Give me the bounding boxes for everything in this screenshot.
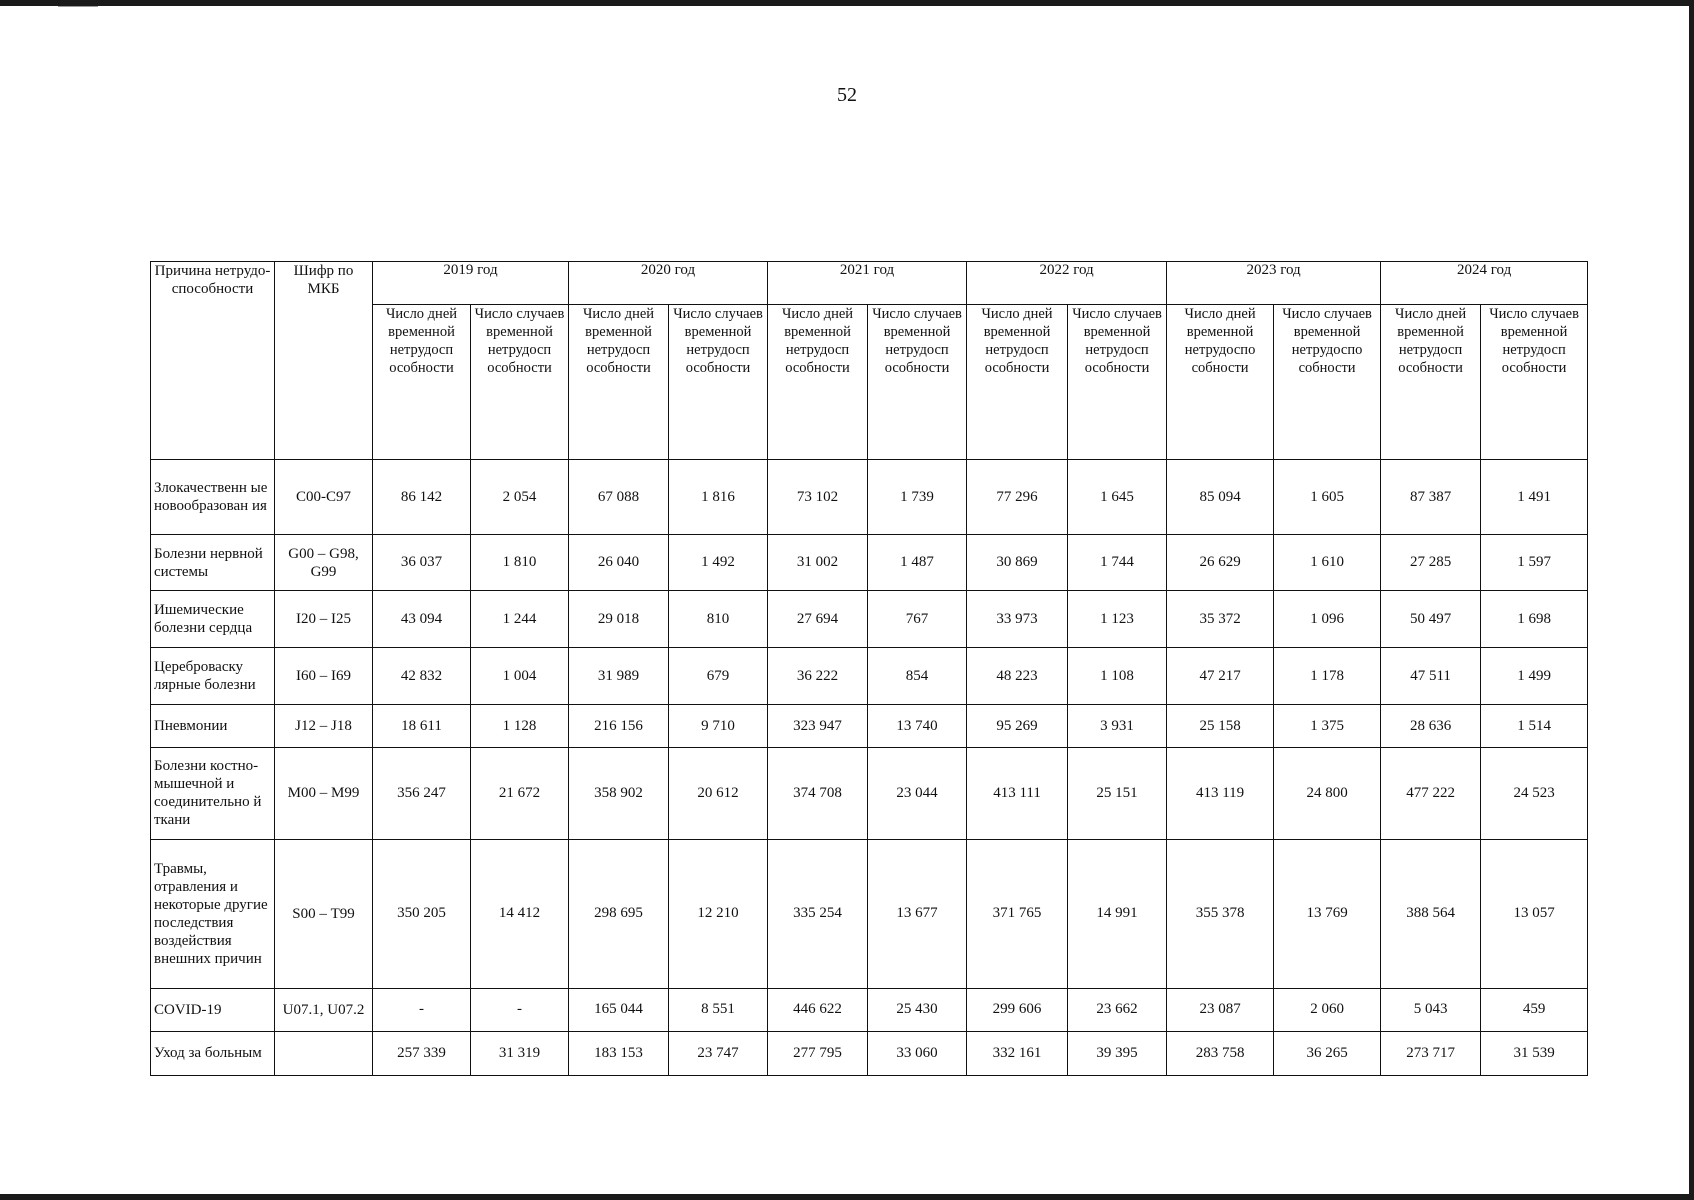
table-row [151,535,1588,591]
cases-value-cell: 31 539 [1481,1031,1588,1075]
header-cases-2022: Число случаев временной нетрудосп особности [1068,305,1167,460]
days-value-cell: 27 285 [1381,535,1481,591]
days-value-cell: 30 869 [967,535,1068,591]
days-value-cell: 358 902 [569,748,669,839]
cases-value-cell: 9 710 [669,705,768,748]
header-days-2023: Число дней временной нетрудоспо собности [1167,305,1274,460]
days-value-cell: 47 217 [1167,648,1274,705]
scan-border-right [1689,0,1694,1200]
cases-value-cell: 1 244 [471,591,569,648]
table-row [151,839,1588,988]
header-days-2022: Число дней временной нетрудосп особности [967,305,1068,460]
table-row [151,648,1588,705]
icd-code-cell: I60 – I69 [275,648,373,705]
cases-value-cell: 14 991 [1068,839,1167,988]
scan-border-top [0,0,1694,6]
cases-value-cell: 1 123 [1068,591,1167,648]
cases-value-cell: 13 740 [868,705,967,748]
days-value-cell: 47 511 [1381,648,1481,705]
days-value-cell: 23 087 [1167,988,1274,1031]
days-value-cell: 477 222 [1381,748,1481,839]
table-row [151,748,1588,839]
cases-value-cell: 23 662 [1068,988,1167,1031]
cases-value-cell: 12 210 [669,839,768,988]
cases-value-cell: 1 816 [669,460,768,535]
cause-cell: Ишемические болезни сердца [151,591,275,648]
cases-value-cell: 1 645 [1068,460,1167,535]
header-days-2021: Число дней временной нетрудосп особности [768,305,868,460]
cases-value-cell: 1 597 [1481,535,1588,591]
days-value-cell: 374 708 [768,748,868,839]
days-value-cell: 36 037 [373,535,471,591]
days-value-cell: - [373,988,471,1031]
days-value-cell: 50 497 [1381,591,1481,648]
days-value-cell: 371 765 [967,839,1068,988]
cause-cell: Болезни нервной системы [151,535,275,591]
cases-value-cell: 767 [868,591,967,648]
cause-cell: COVID-19 [151,988,275,1031]
header-year-2024: 2024 год [1381,262,1588,305]
cause-cell: Цереброваску лярные болезни [151,648,275,705]
cases-value-cell: 25 151 [1068,748,1167,839]
header-cases-2021: Число случаев временной нетрудосп особности [868,305,967,460]
days-value-cell: 85 094 [1167,460,1274,535]
header-days-2020: Число дней временной нетрудосп особности [569,305,669,460]
days-value-cell: 48 223 [967,648,1068,705]
table-row [151,591,1588,648]
days-value-cell: 36 222 [768,648,868,705]
table-body [151,460,1588,1076]
days-value-cell: 298 695 [569,839,669,988]
days-value-cell: 323 947 [768,705,868,748]
header-cases-2019: Число случаев временной нетрудосп особности [471,305,569,460]
cases-value-cell: 1 178 [1274,648,1381,705]
cases-value-cell: 1 744 [1068,535,1167,591]
cases-value-cell: 1 499 [1481,648,1588,705]
days-value-cell: 299 606 [967,988,1068,1031]
header-icd-code: Шифр по МКБ [275,262,373,460]
days-value-cell: 28 636 [1381,705,1481,748]
days-value-cell: 73 102 [768,460,868,535]
cases-value-cell: 1 492 [669,535,768,591]
days-value-cell: 413 111 [967,748,1068,839]
days-value-cell: 355 378 [1167,839,1274,988]
cases-value-cell: 20 612 [669,748,768,839]
header-cases-2024: Число случаев временной нетрудосп особности [1481,305,1588,460]
header-cases-2020: Число случаев временной нетрудосп особности [669,305,768,460]
days-value-cell: 5 043 [1381,988,1481,1031]
scan-mark [58,6,98,7]
header-year-2022: 2022 год [967,262,1167,305]
cases-value-cell: 459 [1481,988,1588,1031]
days-value-cell: 95 269 [967,705,1068,748]
cause-cell: Болезни костно-мышечной и соединительно й ткани [151,748,275,839]
cases-value-cell: 36 265 [1274,1031,1381,1075]
header-year-2020: 2020 год [569,262,768,305]
header-year-2023: 2023 год [1167,262,1381,305]
days-value-cell: 87 387 [1381,460,1481,535]
cases-value-cell: 14 412 [471,839,569,988]
cases-value-cell: 3 931 [1068,705,1167,748]
days-value-cell: 35 372 [1167,591,1274,648]
days-value-cell: 446 622 [768,988,868,1031]
cases-value-cell: 25 430 [868,988,967,1031]
days-value-cell: 42 832 [373,648,471,705]
cases-value-cell: 13 677 [868,839,967,988]
days-value-cell: 27 694 [768,591,868,648]
header-year-2019: 2019 год [373,262,569,305]
days-value-cell: 257 339 [373,1031,471,1075]
days-value-cell: 86 142 [373,460,471,535]
days-value-cell: 283 758 [1167,1031,1274,1075]
cases-value-cell: 2 054 [471,460,569,535]
days-value-cell: 273 717 [1381,1031,1481,1075]
cases-value-cell: 1 108 [1068,648,1167,705]
header-days-2019: Число дней временной нетрудосп особности [373,305,471,460]
days-value-cell: 29 018 [569,591,669,648]
header-days-2024: Число дней временной нетрудосп особности [1381,305,1481,460]
cases-value-cell: 810 [669,591,768,648]
cases-value-cell: 1 514 [1481,705,1588,748]
days-value-cell: 67 088 [569,460,669,535]
table-row [151,705,1588,748]
cases-value-cell: 1 810 [471,535,569,591]
days-value-cell: 33 973 [967,591,1068,648]
cases-value-cell: 8 551 [669,988,768,1031]
cases-value-cell: 1 739 [868,460,967,535]
days-value-cell: 277 795 [768,1031,868,1075]
cases-value-cell: 1 610 [1274,535,1381,591]
cases-value-cell: 1 375 [1274,705,1381,748]
days-value-cell: 43 094 [373,591,471,648]
icd-code-cell: G00 – G98, G99 [275,535,373,591]
cases-value-cell: 24 800 [1274,748,1381,839]
cases-value-cell: 854 [868,648,967,705]
days-value-cell: 183 153 [569,1031,669,1075]
icd-code-cell: U07.1, U07.2 [275,988,373,1031]
cases-value-cell: 13 769 [1274,839,1381,988]
days-value-cell: 216 156 [569,705,669,748]
cases-value-cell: 679 [669,648,768,705]
days-value-cell: 77 296 [967,460,1068,535]
table-row [151,988,1588,1031]
sick-leave-table [150,261,1588,1076]
icd-code-cell [275,1031,373,1075]
page-number: 52 [837,84,857,106]
days-value-cell: 356 247 [373,748,471,839]
days-value-cell: 18 611 [373,705,471,748]
cause-cell: Травмы, отравления и некоторые другие последствия воздействия внешних причин [151,839,275,988]
icd-code-cell: С00-С97 [275,460,373,535]
cases-value-cell: 13 057 [1481,839,1588,988]
header-year-2021: 2021 год [768,262,967,305]
cases-value-cell: - [471,988,569,1031]
cases-value-cell: 1 128 [471,705,569,748]
scan-border-bottom [0,1194,1694,1200]
days-value-cell: 25 158 [1167,705,1274,748]
days-value-cell: 388 564 [1381,839,1481,988]
icd-code-cell: J12 – J18 [275,705,373,748]
cases-value-cell: 1 004 [471,648,569,705]
cases-value-cell: 23 044 [868,748,967,839]
cases-value-cell: 24 523 [1481,748,1588,839]
cause-cell: Пневмонии [151,705,275,748]
cases-value-cell: 31 319 [471,1031,569,1075]
days-value-cell: 31 989 [569,648,669,705]
days-value-cell: 413 119 [1167,748,1274,839]
cases-value-cell: 2 060 [1274,988,1381,1031]
days-value-cell: 165 044 [569,988,669,1031]
days-value-cell: 332 161 [967,1031,1068,1075]
cases-value-cell: 33 060 [868,1031,967,1075]
cases-value-cell: 1 491 [1481,460,1588,535]
cases-value-cell: 1 605 [1274,460,1381,535]
cases-value-cell: 23 747 [669,1031,768,1075]
header-cause: Причина нетрудо-способности [151,262,275,460]
days-value-cell: 31 002 [768,535,868,591]
days-value-cell: 335 254 [768,839,868,988]
header-cases-2023: Число случаев временной нетрудоспо собности [1274,305,1381,460]
icd-code-cell: I20 – I25 [275,591,373,648]
days-value-cell: 26 629 [1167,535,1274,591]
table-row [151,460,1588,535]
cases-value-cell: 1 487 [868,535,967,591]
days-value-cell: 26 040 [569,535,669,591]
icd-code-cell: S00 – Т99 [275,839,373,988]
cases-value-cell: 1 698 [1481,591,1588,648]
cases-value-cell: 21 672 [471,748,569,839]
cases-value-cell: 1 096 [1274,591,1381,648]
cause-cell: Уход за больным [151,1031,275,1075]
days-value-cell: 350 205 [373,839,471,988]
cause-cell: Злокачественн ые новообразован ия [151,460,275,535]
icd-code-cell: М00 – М99 [275,748,373,839]
table-row [151,1031,1588,1075]
year-header-row [151,262,1588,305]
cases-value-cell: 39 395 [1068,1031,1167,1075]
